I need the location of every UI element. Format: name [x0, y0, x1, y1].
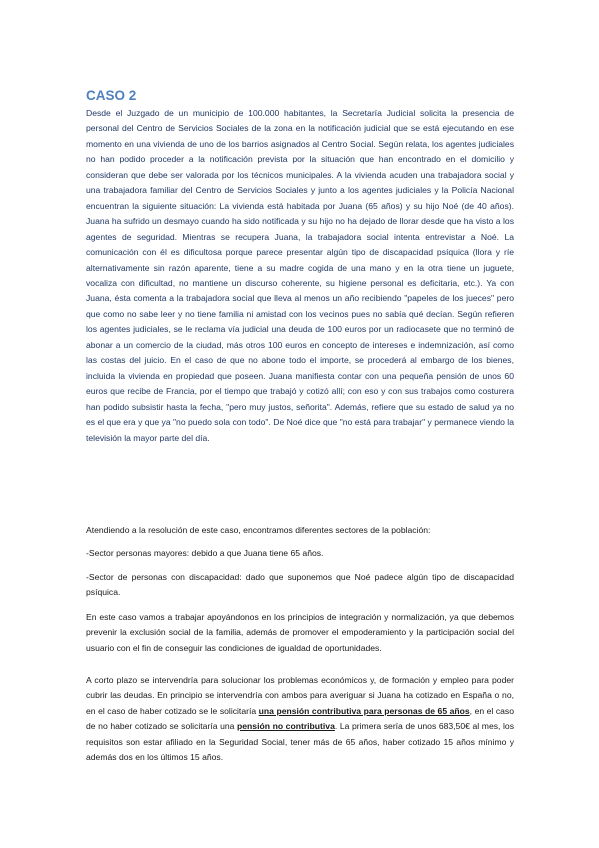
analysis-intro: Atendiendo a la resolución de este caso, encontramos diferentes sectores de la población: — [86, 525, 431, 535]
short-term-text-2: , en el caso de no haber cotizado se solicitaría una — [86, 705, 515, 732]
short-term-text-1: A corto plazo se intervendría para solucionar los problemas económicos y, de formación y empleo para poder cubrir las deudas. En principio se intervendría con ambos para averiguar si Juana ha cotizado en España o no, en el caso de haber cotizado se le solicitaría — [86, 675, 514, 716]
case-description: Desde el Juzgado de un municipio de 100.000 habitantes, la Secretaría Judicial solicita la presencia de personal del Centro de Servicios Sociales de la zona en la notificación judicial que se está ejecutando en ese momento en una vivienda de uno de los barrios asignados al Centro Social. Según relata, los agentes judiciales no han podido proceder a la notificación prevista por la situación que han encontrado en el domicilio y consideran que debe ser valorada por los técnicos municipales. A la vivienda acuden una trabajadora social y una trabajadora familiar del Centro de Servicios Sociales y junto a los agentes judiciales y la Policía Nacional encuentran la siguiente situación: La vivienda está habitada por Juana (65 años) y su hijo Noé (de 40 años). Juana ha sufrido un desmayo cuando ha sido notificada y su hijo no ha dejado de llorar desde que ha visto a los agentes de seguridad. Mientras se recupera Juana, la trabajadora social intenta entrevistar a Noé. La comunicación con él es dificultosa porque parece presentar algún tipo de discapacidad psíquica (llora y ríe alternativamente sin razón aparente, tiene a su madre cogida de una mano y en la otra tiene un juguete, vocaliza con dificultad, no mantiene un discurso coherente, su higiene personal es deficitaria, etc.). Ya con Juana, ésta comenta a la trabajadora social que lleva al menos un año recibiendo "papeles de los jueces" pero que como no sabe leer y no tiene familia ni amistad con los vecinos pues no sabía qué decían. Según refieren los agentes judiciales, se le reclama vía judicial una deuda de 100 euros por un radiocasete que no terminó de abonar a un comercio de la ciudad, más otros 100 euros en concepto de intereses e indemnización, así como las costas del juicio. En el caso de que no abone todo el importe, se procederá al embargo de los bienes, incluida la vivienda en propiedad que poseen. Juana manifiesta contar con una pequeña pensión de unos 60 euros que recibe de Francia, por el tiempo que trabajó y cotizó allí; con eso y con sus trabajos como costurera han podido subsistir hasta la fecha, "pero muy justos, señorita". Además, refiere que su estado de salud ya no es el que era y que ya "no puedo sola con todo". De Noé dice que "no está para trabajar" y permanece viendo la televisión la mayor parte del día. — [86, 108, 514, 443]
case-title: CASO 2 — [86, 88, 137, 103]
short-term-text-3: . La primera sería de unos 683,50€ al mes, los requisitos son estar afiliado en la Seguridad Social, tener más de 65 años, haber cotizado 15 años mínimo y además dos en los últimos 15 años. — [86, 721, 514, 763]
sector-disability: -Sector de personas con discapacidad: dado que suponemos que Noé padece algún tipo de discapacidad psíquica. — [86, 572, 514, 598]
pension-contributiva-emphasis: una pensión contributiva para personas de 65 años — [258, 705, 470, 716]
principles-paragraph: En este caso vamos a trabajar apoyándonos en los principios de integración y normalización, ya que debemos prevenir la exclusión social de la familia, además de promover el empoderamiento y la participación social del usuario con el fin de conseguir las condiciones de igualdad de oportunidades. — [86, 612, 514, 653]
pension-no-contributiva-emphasis: pensión no contributiva — [237, 721, 335, 732]
sector-elderly: -Sector personas mayores: debido a que Juana tiene 65 años. — [86, 548, 324, 558]
short-term-paragraph — [86, 673, 514, 765]
